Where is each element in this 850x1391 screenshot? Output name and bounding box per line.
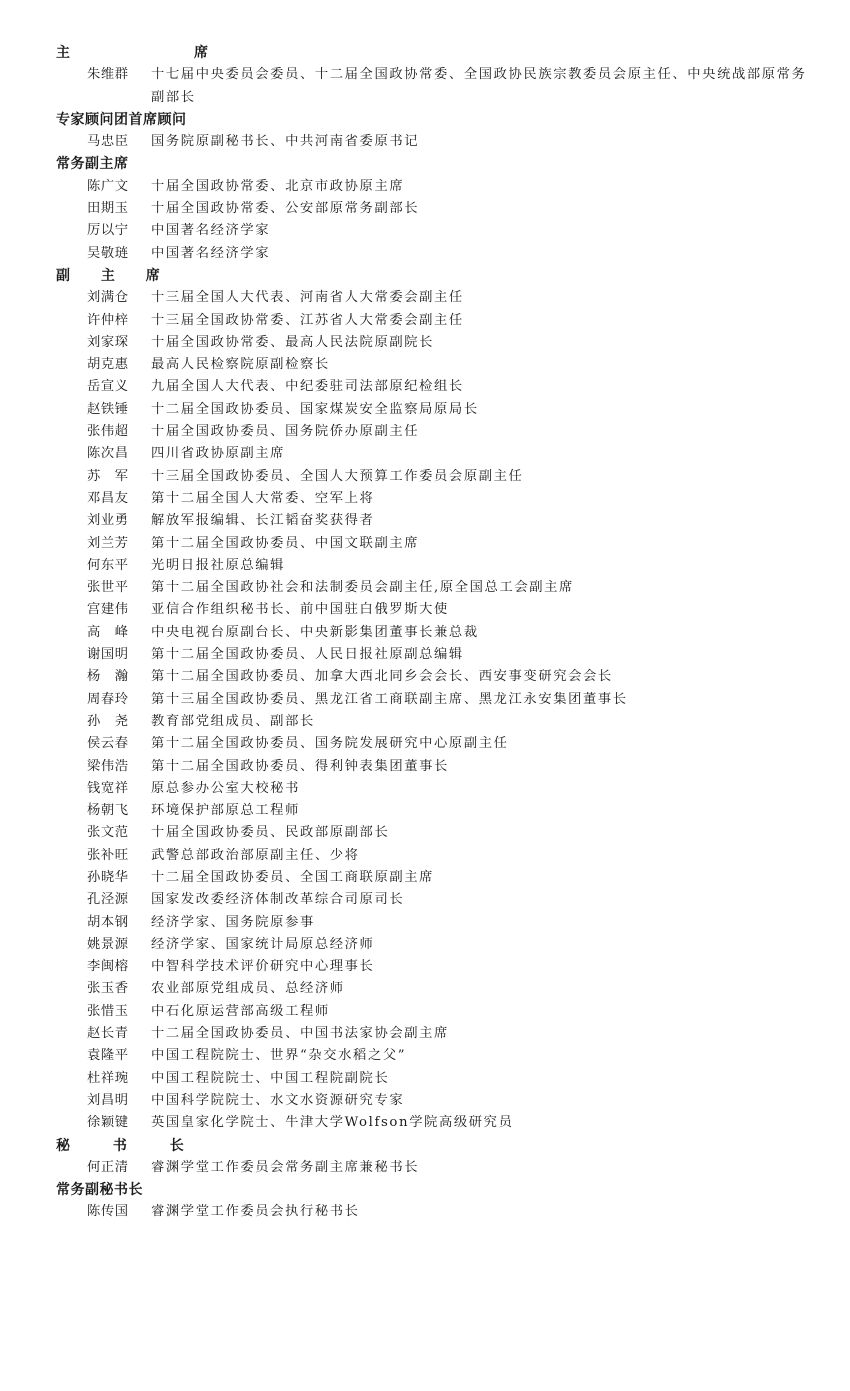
member-title: 十三届全国政协常委、江苏省人大常委会副主任: [151, 312, 464, 328]
member-title: 十二届全国政协委员、国家煤炭安全监察局原局长: [151, 401, 479, 417]
member-row: [56, 934, 816, 956]
member-row: [56, 867, 816, 889]
member-title: 十届全国政协委员、国务院侨办原副主任: [151, 424, 420, 440]
member-title: 武警总部政治部原副主任、少将: [151, 847, 360, 863]
member-row: [56, 778, 816, 800]
member-name: 孙晓华: [87, 869, 129, 885]
member-row: [56, 1001, 816, 1023]
section-title: 副 主 席: [56, 267, 173, 284]
member-name: 朱维群: [87, 67, 129, 83]
member-title: 原总参办公室大校秘书: [151, 780, 300, 796]
member-row: [56, 689, 816, 711]
member-name: 袁隆平: [87, 1048, 129, 1064]
member-row: [56, 1201, 816, 1223]
member-title: 中国著名经济学家: [151, 223, 271, 239]
member-row: [56, 1068, 816, 1090]
member-row: [56, 889, 816, 911]
member-name: 刘满仓: [87, 290, 129, 306]
member-title: 四川省政协原副主席: [151, 446, 286, 462]
member-row: [56, 176, 816, 198]
member-name: 张惜玉: [87, 1003, 129, 1019]
member-row: [56, 243, 816, 265]
member-title: 十七届中央委员会委员、十二届全国政协常委、全国政协民族宗教委员会原主任、中央统战部原常务副部长: [151, 67, 807, 105]
member-row: [56, 510, 816, 532]
member-title: 十届全国政协常委、北京市政协原主席: [151, 178, 405, 194]
member-title: 中智科学技术评价研究中心理事长: [151, 959, 375, 975]
member-row: [56, 443, 816, 465]
member-title: 中国著名经济学家: [151, 245, 271, 261]
member-title: 睿渊学堂工作委员会常务副主席兼秘书长: [151, 1159, 420, 1175]
member-name: 许仲梓: [87, 312, 129, 328]
member-row: [56, 1157, 816, 1179]
section-secretary-general: [56, 1135, 816, 1180]
member-title: 十届全国政协常委、公安部原常务副部长: [151, 201, 420, 217]
member-row: [56, 466, 816, 488]
member-title: 环境保护部原总工程师: [151, 803, 300, 819]
member-title: 中国科学院院士、水文水资源研究专家: [151, 1092, 405, 1108]
member-title: 十三届全国政协委员、全国人大预算工作委员会原副主任: [151, 468, 524, 484]
member-title: 中国工程院院士、世界“杂交水稻之父”: [151, 1048, 407, 1064]
member-row: [56, 64, 816, 109]
member-title: 经济学家、国家统计局原总经济师: [151, 936, 375, 952]
member-row: [56, 622, 816, 644]
member-title: 十届全国政协委员、民政部原副部长: [151, 825, 390, 841]
member-name: 田期玉: [87, 201, 129, 217]
member-name: 何东平: [87, 557, 129, 573]
member-row: [56, 198, 816, 220]
member-title: 第十三届全国政协委员、黑龙江省工商联副主席、黑龙江永安集团董事长: [151, 691, 628, 707]
member-title: 九届全国人大代表、中纪委驻司法部原纪检组长: [151, 379, 464, 395]
member-name: 邓昌友: [87, 490, 129, 506]
member-title: 第十二届全国政协委员、中国文联副主席: [151, 535, 420, 551]
member-name: 姚景源: [87, 936, 129, 952]
member-name: 张伟超: [87, 424, 129, 440]
section-title: 常务副主席: [56, 156, 129, 173]
member-row: [56, 1045, 816, 1067]
section-title: 常务副秘书长: [56, 1182, 143, 1199]
member-title: 睿渊学堂工作委员会执行秘书长: [151, 1204, 360, 1220]
member-title: 英国皇家化学院士、牛津大学Wolfson学院高级研究员: [151, 1115, 514, 1131]
section-executive-deputy-secretary-general: [56, 1179, 816, 1224]
member-title: 第十二届全国政协委员、得利钟表集团董事长: [151, 758, 449, 774]
member-name: 岳宣义: [87, 379, 129, 395]
member-row: [56, 332, 816, 354]
member-title: 第十二届全国政协委员、人民日报社原副总编辑: [151, 647, 464, 663]
member-name: 杨 瀚: [87, 669, 129, 685]
member-row: [56, 733, 816, 755]
member-row: [56, 599, 816, 621]
member-name: 李闽榕: [87, 959, 129, 975]
member-name: 宫建伟: [87, 602, 129, 618]
member-title: 国务院原副秘书长、中共河南省委原书记: [151, 134, 420, 150]
member-title: 第十二届全国政协委员、国务院发展研究中心原副主任: [151, 736, 509, 752]
member-row: [56, 131, 816, 153]
member-title: 中石化原运营部高级工程师: [151, 1003, 330, 1019]
member-name: 赵长青: [87, 1026, 129, 1042]
member-name: 侯云春: [87, 736, 129, 752]
member-title: 第十二届全国政协委员、加拿大西北同乡会会长、西安事变研究会会长: [151, 669, 613, 685]
member-name: 胡克惠: [87, 357, 129, 373]
member-name: 张玉香: [87, 981, 129, 997]
member-name: 陈次昌: [87, 446, 129, 462]
member-name: 陈广文: [87, 178, 129, 194]
member-title: 最高人民检察院原副检察长: [151, 357, 330, 373]
member-name: 谢国明: [87, 647, 129, 663]
member-name: 刘业勇: [87, 513, 129, 529]
member-name: 徐颖键: [87, 1115, 129, 1131]
member-name: 吴敬琏: [87, 245, 129, 261]
member-name: 杨朝飞: [87, 803, 129, 819]
member-row: [56, 912, 816, 934]
member-row: [56, 978, 816, 1000]
member-name: 张文范: [87, 825, 129, 841]
section-executive-vice-chairmen: [56, 153, 816, 264]
member-row: [56, 399, 816, 421]
member-row: [56, 756, 816, 778]
member-name: 刘兰芳: [87, 535, 129, 551]
member-title: 农业部原党组成员、总经济师: [151, 981, 345, 997]
member-title: 国家发改委经济体制改革综合司原司长: [151, 892, 405, 908]
member-row: [56, 421, 816, 443]
member-title: 十三届全国人大代表、河南省人大常委会副主任: [151, 290, 464, 306]
member-row: [56, 644, 816, 666]
member-row: [56, 1112, 816, 1134]
member-row: [56, 666, 816, 688]
member-name: 梁伟浩: [87, 758, 129, 774]
member-name: 何正清: [87, 1159, 129, 1175]
member-title: 经济学家、国务院原参事: [151, 914, 315, 930]
member-name: 高 峰: [87, 624, 129, 640]
member-title: 教育部党组成员、副部长: [151, 713, 315, 729]
member-name: 刘家琛: [87, 334, 129, 350]
section-vice-chairmen: [56, 265, 816, 1135]
member-title: 解放军报编辑、长江韬奋奖获得者: [151, 513, 375, 529]
member-name: 刘昌明: [87, 1092, 129, 1108]
member-row: [56, 1090, 816, 1112]
member-row: [56, 1023, 816, 1045]
member-row: [56, 845, 816, 867]
committee-roster: [56, 42, 816, 1224]
member-title: 十二届全国政协委员、中国书法家协会副主席: [151, 1026, 449, 1042]
member-title: 第十二届全国人大常委、空军上将: [151, 490, 375, 506]
member-name: 孔泾源: [87, 892, 129, 908]
section-chairman: [56, 42, 816, 109]
member-title: 十届全国政协常委、最高人民法院原副院长: [151, 334, 435, 350]
member-name: 胡本钢: [87, 914, 129, 930]
section-chief-advisor: [56, 109, 816, 154]
member-name: 苏 军: [87, 468, 129, 484]
member-title: 第十二届全国政协社会和法制委员会副主任,原全国总工会副主席: [151, 580, 574, 596]
member-row: [56, 533, 816, 555]
section-title: 秘 书 长: [56, 1137, 203, 1154]
member-name: 周春玲: [87, 691, 129, 707]
section-title: 主 席: [56, 45, 240, 61]
member-title: 中央电视台原副台长、中央新影集团董事长兼总裁: [151, 624, 479, 640]
member-row: [56, 376, 816, 398]
member-name: 钱宽祥: [87, 780, 129, 796]
member-name: 张补旺: [87, 847, 129, 863]
member-row: [56, 822, 816, 844]
member-row: [56, 354, 816, 376]
member-name: 张世平: [87, 580, 129, 596]
member-title: 十二届全国政协委员、全国工商联原副主席: [151, 869, 435, 885]
member-row: [56, 956, 816, 978]
member-name: 杜祥琬: [87, 1070, 129, 1086]
member-row: [56, 488, 816, 510]
member-title: 亚信合作组织秘书长、前中国驻白俄罗斯大使: [151, 602, 449, 618]
member-name: 厉以宁: [87, 223, 129, 239]
section-title: 专家顾问团首席顾问: [56, 111, 187, 128]
member-name: 赵铁锤: [87, 401, 129, 417]
member-name: 陈传国: [87, 1204, 129, 1220]
member-title: 光明日报社原总编辑: [151, 557, 286, 573]
member-row: [56, 711, 816, 733]
member-row: [56, 555, 816, 577]
member-row: [56, 800, 816, 822]
member-name: 马忠臣: [87, 134, 129, 150]
member-row: [56, 287, 816, 309]
member-row: [56, 310, 816, 332]
member-name: 孙 尧: [87, 713, 129, 729]
member-title: 中国工程院院士、中国工程院副院长: [151, 1070, 390, 1086]
member-row: [56, 220, 816, 242]
member-row: [56, 577, 816, 599]
